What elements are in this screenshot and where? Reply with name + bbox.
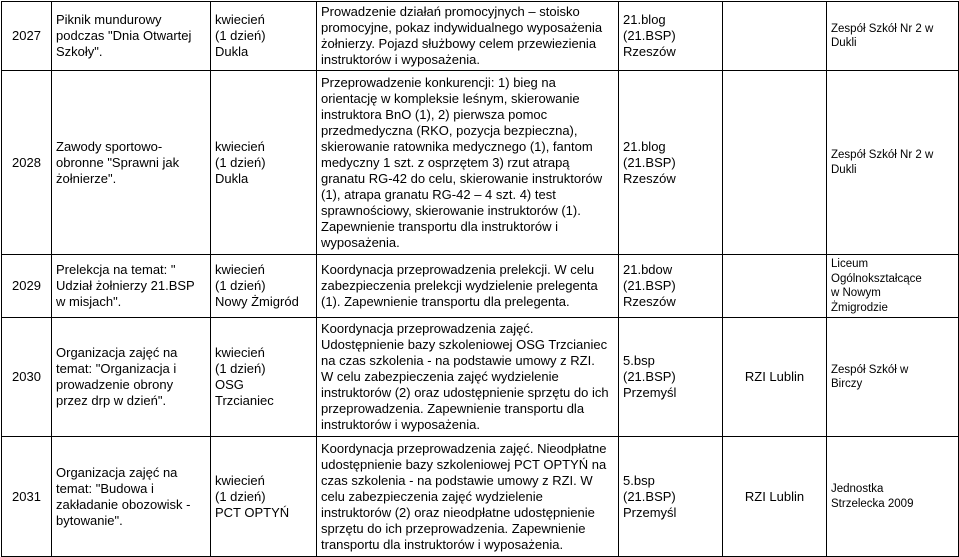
military-unit-line: 21.blog — [623, 12, 666, 27]
military-unit-line: (21.BSP) — [623, 369, 676, 384]
military-unit — [619, 318, 723, 437]
military-unit-line: Przemyśl — [623, 504, 677, 520]
row-number: 2030 — [2, 318, 52, 437]
support-scope-line: instruktorów i wyposażenia. — [321, 417, 480, 432]
event-title-line: Piknik mundurowy — [56, 12, 162, 27]
event-title-line: bytowanie". — [56, 512, 123, 528]
military-unit — [619, 255, 723, 318]
event-title-line: obronne "Sprawni jak — [56, 154, 180, 170]
event-term-place — [211, 71, 317, 255]
support-scope-line: W celu zabezpieczenia zajęć wydzielenie — [321, 369, 559, 384]
support-scope-line: granatu RG-42 do celu, skierowanie instruktorów — [321, 170, 603, 186]
event-term-place-line: (1 dzień) — [215, 278, 266, 293]
event-term-place-line: kwiecień — [215, 262, 265, 277]
support-scope-line: przedmedyczna (RKO, pozycja bezpieczna), — [321, 122, 578, 138]
organizer-line: Liceum — [831, 258, 869, 270]
military-unit-line: Rzeszów — [623, 170, 676, 186]
support-scope-line: Koordynacja przeprowadzenia zajęć. — [321, 321, 534, 336]
support-scope — [317, 2, 619, 71]
event-term-place-line: (1 dzień) — [215, 28, 266, 43]
support-scope-line: przeprowadzenia. Zapewnienie transportu dla — [321, 401, 585, 416]
support-scope — [317, 437, 619, 557]
support-scope-line: instruktorów i wyposażenia. — [321, 52, 480, 67]
event-title-line: w misjach". — [56, 294, 122, 309]
support-scope-line: Udostępnienie bazy szkoleniowej OSG Trzcianiec — [321, 337, 608, 352]
event-title-line: Udział żołnierzy 21.BSP — [56, 278, 195, 293]
event-title-line: Organizacja zajęć na — [56, 464, 178, 480]
military-unit-line: Rzeszów — [623, 44, 676, 59]
organizer — [827, 2, 959, 71]
event-title-line: Organizacja zajęć na — [56, 345, 178, 360]
support-scope-line: (1), atrapa granatu RG-42 – 4 szt. 4) test — [321, 186, 556, 202]
organizer-line: Zespół Szkół w — [831, 363, 909, 376]
event-title-line: przez drp w dzień". — [56, 393, 167, 408]
event-term-place-line: Trzcianiec — [215, 393, 274, 408]
event-title — [52, 71, 211, 255]
support-scope-line: Zapewnienie transportu dla instruktorów i — [321, 218, 559, 234]
row-number: 2028 — [2, 71, 52, 255]
support-scope-line: czas szkolenia - na podstawie umowy z RZI. W — [321, 472, 593, 488]
organizer-line: Zespół Szkół Nr 2 w — [831, 22, 934, 35]
organizer-line: w Nowym — [831, 287, 881, 299]
organizer-line: Strzelecka 2009 — [831, 497, 914, 510]
event-term-place-line: Dukla — [215, 170, 249, 186]
support-scope — [317, 318, 619, 437]
organizer-line: Ogólnokształcące — [831, 272, 922, 285]
row-number: 2029 — [2, 255, 52, 318]
organizer-line: Jednostka — [831, 483, 884, 495]
military-unit-line: 5.bsp — [623, 353, 655, 368]
event-title-line: temat: "Budowa i — [56, 480, 154, 496]
support-scope-line: Koordynacja przeprowadzenia zajęć. Nieodpłatne — [321, 440, 607, 456]
event-term-place-line: PCT OPTYŃ — [215, 504, 290, 520]
table-row — [2, 437, 959, 557]
support-scope-line: celu zabezpieczenia zajęć wydzielenie — [321, 488, 543, 504]
military-unit-line: (21.BSP) — [623, 154, 676, 170]
support-scope-line: orientację w kompleksie leśnym, skierowanie — [321, 90, 580, 106]
event-title — [52, 437, 211, 557]
support-scope-line: sprawnościowy, skierowanie instruktorów (1). — [321, 202, 581, 218]
support-scope-line: na czas szkolenia - na podstawie umowy z RZI. — [321, 353, 595, 368]
event-term-place-line: (1 dzień) — [215, 361, 266, 376]
event-term-place-line: (1 dzień) — [215, 488, 266, 504]
event-term-place — [211, 2, 317, 71]
table-row — [2, 318, 959, 437]
support-scope-line: udostępnienie bazy szkoleniowej PCT OPTYŃ na — [321, 456, 607, 472]
military-unit-line: (21.BSP) — [623, 28, 676, 43]
event-title-line: żołnierze". — [56, 170, 117, 186]
support-scope-line: instruktora BnO (1), 2) pierwsza pomoc — [321, 106, 548, 122]
event-term-place — [211, 255, 317, 318]
rzi-unit — [723, 255, 827, 318]
support-scope-line: instruktorów (2) oraz nieodpłatne udostępnienie — [321, 504, 595, 520]
event-title-line: podczas "Dnia Otwartej — [56, 28, 192, 43]
support-scope-line: promocyjne, pokaz indywidualnego wyposażenia — [321, 20, 603, 35]
event-term-place-line: kwiecień — [215, 138, 265, 154]
support-scope — [317, 255, 619, 318]
support-scope-line: zabezpieczenia prelekcji wydzielenie prelegenta — [321, 278, 598, 293]
military-unit — [619, 71, 723, 255]
events-table — [1, 1, 959, 557]
event-term-place-line: kwiecień — [215, 472, 265, 488]
rzi-unit: RZI Lublin — [723, 437, 827, 557]
table-row — [2, 71, 959, 255]
event-term-place-line: kwiecień — [215, 345, 265, 360]
military-unit — [619, 437, 723, 557]
military-unit-line: 21.blog — [623, 138, 666, 154]
event-term-place-line: kwiecień — [215, 12, 265, 27]
organizer-line: Żmigrodzie — [831, 301, 888, 314]
event-term-place — [211, 437, 317, 557]
event-term-place-line: OSG — [215, 377, 244, 392]
support-scope-line: Koordynacja przeprowadzenia prelekcji. W celu — [321, 262, 595, 277]
support-scope — [317, 71, 619, 255]
rzi-unit — [723, 2, 827, 71]
support-scope-line: transportu dla instruktorów i wyposażenia. — [321, 536, 564, 552]
event-title — [52, 2, 211, 71]
event-title-line: Zawody sportowo- — [56, 138, 163, 154]
event-title-line: Szkoły". — [56, 44, 103, 59]
military-unit-line: (21.BSP) — [623, 278, 676, 293]
rzi-unit: RZI Lublin — [723, 318, 827, 437]
support-scope-line: skierowanie ratownika medycznego (1), fantom — [321, 138, 593, 154]
military-unit-line: 5.bsp — [623, 472, 655, 488]
organizer-line: Zespół Szkół Nr 2 w — [831, 149, 934, 161]
support-scope-line: Prowadzenie działań promocyjnych – stoisko — [321, 4, 580, 19]
support-scope-line: sprzętu do ich przeprowadzenia. Zapewnienie — [321, 520, 586, 536]
event-title-line: temat: "Organizacja i — [56, 361, 177, 376]
support-scope-line: medyczny 1 szt. z osprzętem 3) rzut atrapą — [321, 154, 570, 170]
military-unit-line: Przemyśl — [623, 385, 677, 400]
support-scope-line: (1). Zapewnienie transportu dla prelegenta. — [321, 294, 570, 309]
event-term-place-line: Nowy Żmigród — [215, 294, 299, 309]
rzi-unit — [723, 71, 827, 255]
support-scope-line: instruktorów (2) oraz udostępnienie sprzętu do ich — [321, 385, 609, 400]
row-number: 2031 — [2, 437, 52, 557]
event-title-line: Prelekcja na temat: " — [56, 262, 176, 277]
military-unit-line: (21.BSP) — [623, 488, 676, 504]
table-row — [2, 255, 959, 318]
event-term-place-line: (1 dzień) — [215, 154, 266, 170]
organizer — [827, 437, 959, 557]
military-unit — [619, 2, 723, 71]
support-scope-line: wyposażenia. — [321, 234, 400, 250]
event-title-line: prowadzenie obrony — [56, 377, 174, 392]
organizer — [827, 255, 959, 318]
event-term-place-line: Dukla — [215, 44, 249, 59]
event-title — [52, 255, 211, 318]
organizer — [827, 71, 959, 255]
support-scope-line: żołnierzy. Pojazd służbowy celem przewiezienia — [321, 36, 597, 51]
row-number: 2027 — [2, 2, 52, 71]
event-title — [52, 318, 211, 437]
table-row — [2, 2, 959, 71]
support-scope-line: Przeprowadzenie konkurencji: 1) bieg na — [321, 74, 556, 90]
event-title-line: zakładanie obozowisk - — [56, 496, 191, 512]
event-term-place — [211, 318, 317, 437]
military-unit-line: Rzeszów — [623, 294, 676, 309]
organizer — [827, 318, 959, 437]
organizer-line: Birczy — [831, 378, 863, 390]
military-unit-line: 21.bdow — [623, 262, 673, 277]
organizer-line: Dukli — [831, 163, 857, 176]
organizer-line: Dukli — [831, 37, 857, 49]
